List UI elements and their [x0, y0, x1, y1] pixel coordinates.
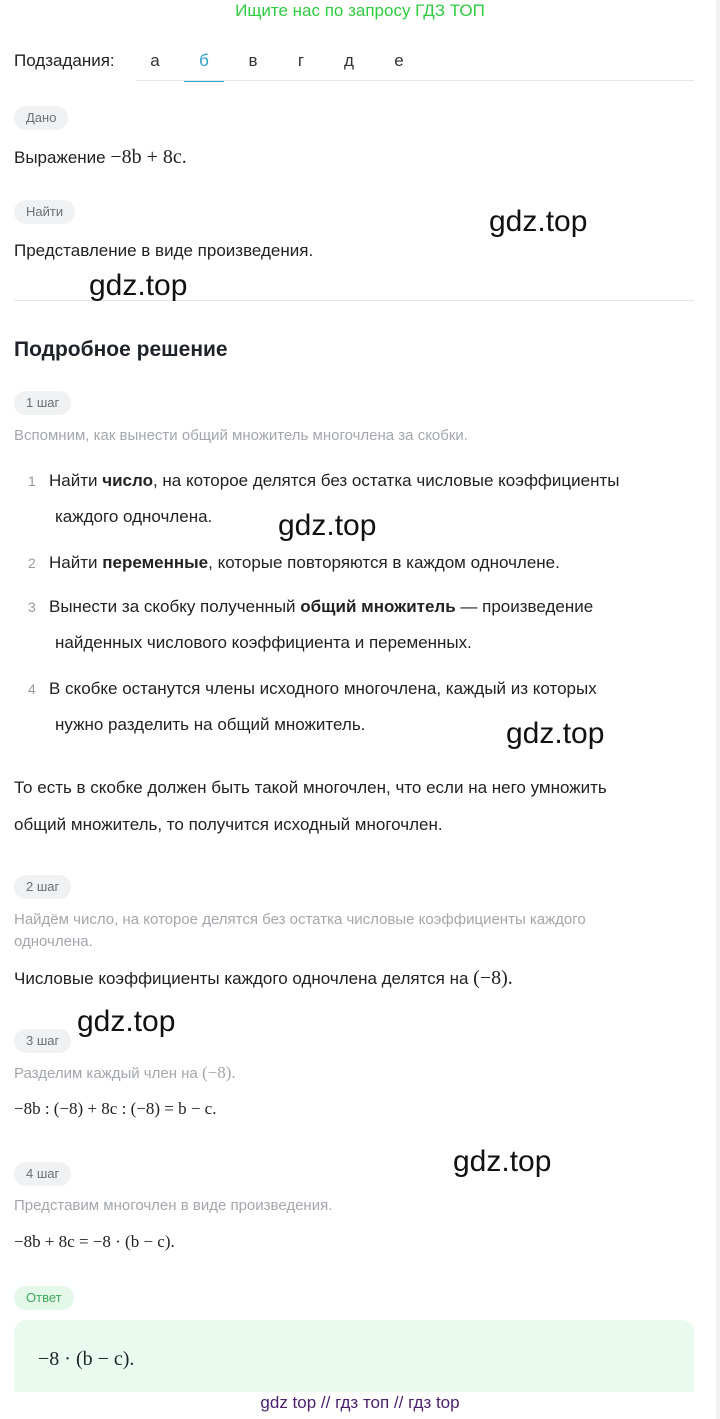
watermark: gdz.top — [453, 1145, 552, 1178]
given-expression: −8b + 8c. — [110, 146, 187, 168]
tab-v[interactable]: в — [248, 51, 258, 70]
step3-hint: Разделим каждый член на (−8). — [14, 1063, 236, 1082]
find-text: Представление в виде произведения. — [14, 241, 314, 260]
step1-paragraph-line2: общий множитель, то получится исходный многочлен. — [14, 815, 443, 834]
subtasks-label: Подзадания: — [14, 51, 115, 70]
answer-box — [14, 1320, 694, 1392]
subtasks-divider — [136, 80, 694, 81]
answer-badge: Ответ — [14, 1286, 74, 1310]
step2-badge: 2 шаг — [14, 875, 71, 899]
tab-b[interactable]: б — [180, 51, 228, 71]
subtasks-bar — [14, 46, 694, 82]
step2-hint-line2: одночлена. — [14, 933, 93, 950]
step1-badge: 1 шаг — [14, 391, 71, 415]
step4-expression: −8b + 8c = −8 · (b − c). — [14, 1232, 175, 1251]
step4-hint: Представим многочлен в виде произведения. — [14, 1197, 333, 1214]
watermark: gdz.top — [278, 509, 377, 542]
watermark: gdz.top — [77, 1005, 176, 1038]
solution-title: Подробное решение — [14, 338, 228, 361]
step1-hint: Вспомним, как вынести общий множитель многочлена за скобки. — [14, 427, 468, 444]
step2-hint-line1: Найдём число, на которое делятся без остатка числовые коэффициенты каждого — [14, 911, 586, 928]
list-item: 4 В скобке останутся члены исходного многочлена, каждый из которых нужно разделить на общий множитель. — [28, 679, 597, 734]
given-text: Выражение −8b + 8c. — [14, 146, 187, 168]
step4-badge: 4 шаг — [14, 1162, 71, 1186]
given-badge: Дано — [14, 106, 68, 130]
answer-expression: −8 · (b − c). — [38, 1348, 135, 1370]
search-banner: Ищите нас по запросу ГДЗ ТОП — [235, 1, 485, 20]
step3-expression: −8b : (−8) + 8c : (−8) = b − c. — [14, 1099, 217, 1118]
tab-d[interactable]: д — [344, 51, 354, 70]
step1-paragraph-line1: То есть в скобке должен быть такой многочлен, что если на него умножить — [14, 778, 607, 797]
step2-expression: (−8). — [473, 967, 513, 989]
footer-links[interactable]: gdz top // гдз топ // гдз top — [260, 1393, 460, 1412]
step2-text: Числовые коэффициенты каждого одночлена делятся на (−8). — [14, 967, 513, 989]
tab-g[interactable]: г — [297, 51, 305, 70]
watermark: gdz.top — [506, 717, 605, 750]
find-badge: Найти — [14, 200, 75, 224]
step3-badge: 3 шаг — [14, 1029, 71, 1053]
list-item: 2 Найти переменные, которые повторяются в каждом одночлене. — [28, 553, 560, 572]
watermark: gdz.top — [489, 205, 588, 238]
tab-a[interactable]: а — [150, 51, 160, 70]
tab-e[interactable]: е — [394, 51, 404, 70]
watermark: gdz.top — [89, 269, 188, 302]
scrollbar[interactable] — [716, 0, 720, 1419]
list-item: 3 Вынести за скобку полученный общий множитель — произведение найденных числового коэффициента и переменных. — [28, 597, 594, 652]
list-item: 1 Найти число, на которое делятся без остатка числовые коэффициенты каждого одночлена. — [28, 471, 620, 526]
